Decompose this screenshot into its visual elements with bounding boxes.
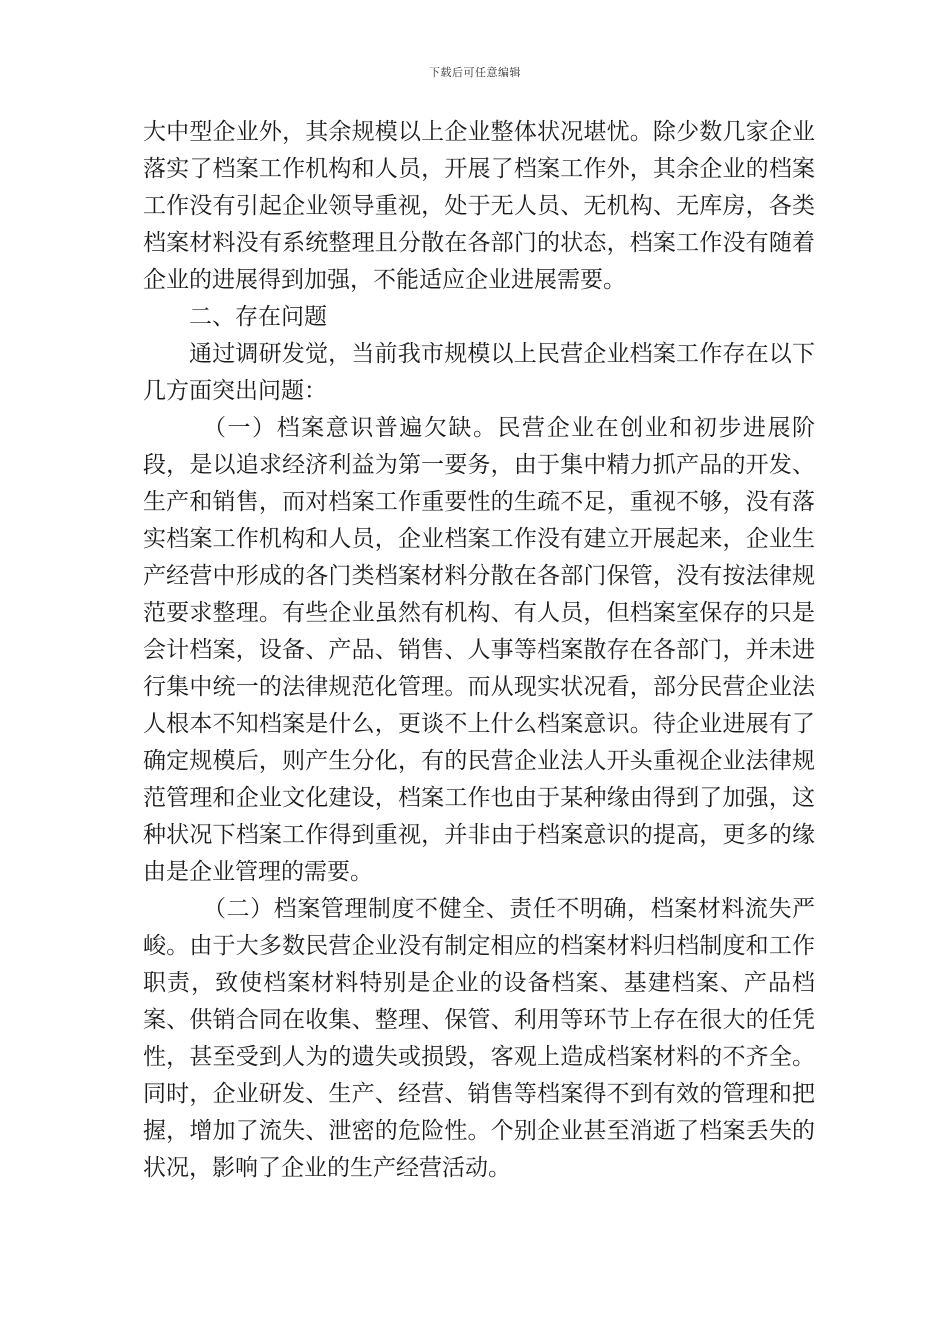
section-heading: 二、存在问题	[189, 304, 327, 330]
document-body	[143, 114, 815, 1187]
paragraph-intro: 通过调研发觉，当前我市规模以上民营企业档案工作存在以下几方面突出问题：	[143, 341, 815, 404]
page-header: 下载后可任意编辑	[429, 66, 521, 79]
paragraph-issue-1: （一）档案意识普遍欠缺。民营企业在创业和初步进展阶段，是以追求经济利益为第一要务，由于集中精力抓产品的开发、生产和销售，而对档案工作重要性的生疏不足，重视不够，没有落实档案工作机构和人员，企业档案工作没有建立开展起来，企业生产经营中形成的各门类档案材料分散在各部门保管，没有按法律规范要求整理。有些企业虽然有机构、有人员，但档案室保存的只是会计档案，设备、产品、销售、人事等档案散存在各部门，并未进行集中统一的法律规范化管理。而从现实状况看，部分民营企业法人根本不知档案是什么，更谈不上什么档案意识。待企业进展有了确定规模后，则产生分化，有的民营企业法人开头重视企业法律规范管理和企业文化建设，档案工作也由于某种缘由得到了加强，这种状况下档案工作得到重视，并非由于档案意识的提高，更多的缘由是企业管理的需要。	[143, 415, 815, 885]
paragraph-issue-2: （二）档案管理制度不健全、责任不明确，档案材料流失严峻。由于大多数民营企业没有制定相应的档案材料归档制度和工作职责，致使档案材料特别是企业的设备档案、基建档案、产品档案、供销合同在收集、整理、保管、利用等环节上存在很大的任凭性，甚至受到人为的遗失或损毁，客观上造成档案材料的不齐全。同时，企业研发、生产、经营、销售等档案得不到有效的管理和把握，增加了流失、泄密的危险性。个别企业甚至消逝了档案丢失的状况，影响了企业的生产经营活动。	[143, 896, 815, 1181]
paragraph-continuation: 大中型企业外，其余规模以上企业整体状况堪忧。除少数几家企业落实了档案工作机构和人员，开展了档案工作外，其余企业的档案工作没有引起企业领导重视，处于无人员、无机构、无库房，各类档案材料没有系统整理且分散在各部门的状态，档案工作没有随着企业的进展得到加强，不能适应企业进展需要。	[143, 119, 815, 293]
